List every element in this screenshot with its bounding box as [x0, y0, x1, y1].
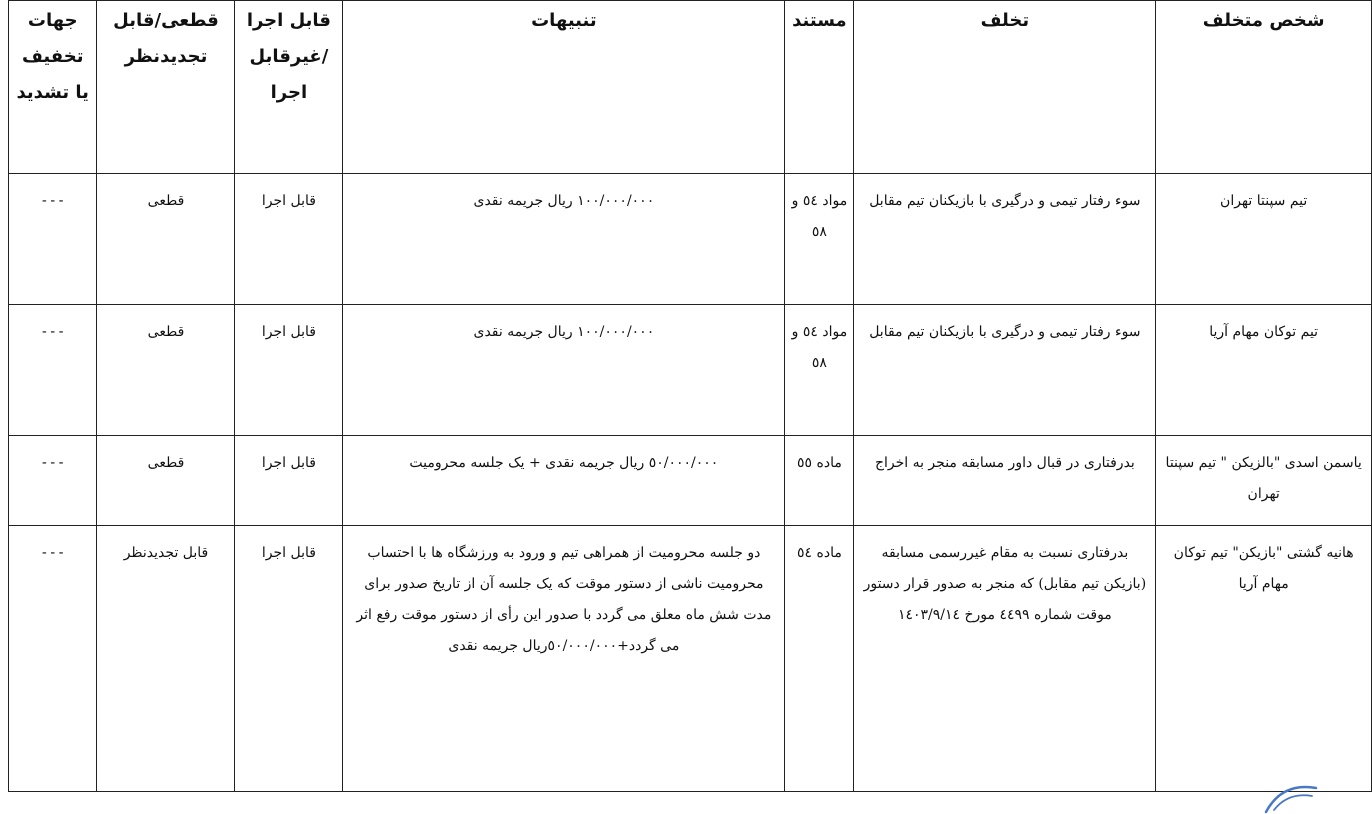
table-row	[9, 174, 1372, 305]
header-executable: قابل اجرا /غیرقابل اجرا	[235, 1, 343, 174]
table-header-row	[9, 1, 1372, 174]
cell-offense: بدرفتاری در قبال داور مسابقه منجر به اخراج	[854, 436, 1156, 526]
stamp-mark-icon	[1260, 774, 1320, 814]
table-row	[9, 305, 1372, 436]
table-row	[9, 526, 1372, 792]
cell-mitigation: ---	[9, 174, 97, 305]
header-offense: تخلف	[854, 1, 1156, 174]
cell-finality: قابل تجدیدنظر	[97, 526, 235, 792]
cell-offense: بدرفتاری نسبت به مقام غیررسمی مسابقه (بازیکن تیم مقابل) که منجر به صدور قرار دستور موقت شماره ٤٤٩٩ مورخ ١٤٠٣/٩/١٤	[854, 526, 1156, 792]
cell-offense: سوء رفتار تیمی و درگیری با بازیکنان تیم مقابل	[854, 305, 1156, 436]
cell-finality: قطعی	[97, 174, 235, 305]
header-finality: قطعی/قابل تجدیدنظر	[97, 1, 235, 174]
header-penalties: تنبیهات	[343, 1, 785, 174]
cell-penalties: ١٠٠/٠٠٠/٠٠٠ ریال جریمه نقدی	[343, 174, 785, 305]
cell-executable: قابل اجرا	[235, 305, 343, 436]
header-document: مستند	[785, 1, 854, 174]
cell-person: یاسمن اسدی "بالزیکن " تیم سپنتا تهران	[1156, 436, 1372, 526]
cell-finality: قطعی	[97, 436, 235, 526]
cell-penalties: ٥٠/٠٠٠/٠٠٠ ریال جریمه نقدی + یک جلسه محرومیت	[343, 436, 785, 526]
cell-person: تیم سپنتا تهران	[1156, 174, 1372, 305]
cell-penalties: دو جلسه محرومیت از همراهی تیم و ورود به ورزشگاه ها با احتساب محرومیت ناشی از دستور موقت که یک جلسه آن از تاریخ صدور برای مدت شش ماه معلق می گردد با صدور این رأی از دستور موقت رفع اثر می گردد+٥٠/٠٠٠/٠٠٠ریال جریمه نقدی	[343, 526, 785, 792]
cell-mitigation: ---	[9, 436, 97, 526]
cell-executable: قابل اجرا	[235, 436, 343, 526]
cell-document: ماده ٥٤	[785, 526, 854, 792]
cell-mitigation: ---	[9, 305, 97, 436]
cell-finality: قطعی	[97, 305, 235, 436]
cell-executable: قابل اجرا	[235, 174, 343, 305]
cell-offense: سوء رفتار تیمی و درگیری با بازیکنان تیم مقابل	[854, 174, 1156, 305]
cell-executable: قابل اجرا	[235, 526, 343, 792]
cell-document: مواد ٥٤ و ٥٨	[785, 305, 854, 436]
header-person: شخص متخلف	[1156, 1, 1372, 174]
ruling-table	[8, 0, 1372, 792]
header-mitigation: جهات تخفیف یا تشدید	[9, 1, 97, 174]
cell-person: تیم توکان مهام آریا	[1156, 305, 1372, 436]
cell-mitigation: ---	[9, 526, 97, 792]
cell-document: مواد ٥٤ و ٥٨	[785, 174, 854, 305]
cell-penalties: ١٠٠/٠٠٠/٠٠٠ ریال جریمه نقدی	[343, 305, 785, 436]
table-row	[9, 436, 1372, 526]
cell-document: ماده ٥٥	[785, 436, 854, 526]
cell-person: هانیه گشتی "بازیکن" تیم توکان مهام آریا	[1156, 526, 1372, 792]
